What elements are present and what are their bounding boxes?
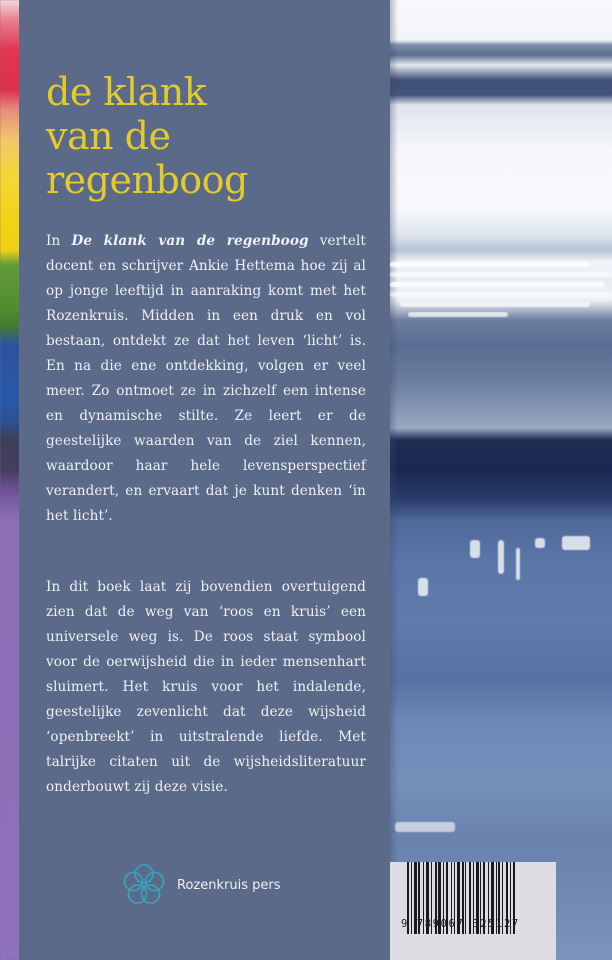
paint-fleck bbox=[498, 540, 504, 574]
rose-knot-logo-icon bbox=[121, 862, 167, 908]
isbn-barcode bbox=[390, 862, 556, 960]
paint-fleck bbox=[535, 538, 545, 548]
brush-streak bbox=[400, 302, 590, 307]
brush-streak bbox=[390, 292, 612, 297]
watercolor-artwork bbox=[390, 0, 612, 960]
title-line-1: de klank bbox=[46, 70, 207, 114]
paint-fleck bbox=[516, 548, 520, 580]
blurb-book-title-emphasis: De klank van de regenboog bbox=[71, 233, 309, 249]
isbn-number: 9 789067 325127 bbox=[401, 918, 520, 930]
book-title bbox=[46, 70, 248, 202]
title-line-2: van de bbox=[46, 114, 171, 158]
blurb-paragraph-2: In dit boek laat zij bovendien overtuigend zien dat de weg van ‘roos en kruis’ een universele weg is. De roos staat symbool voor de oerwijsheid die in ieder mensenhart sluimert. Het kruis voor het indalende, geestelijke zevenlicht dat deze wijsheid ‘openbreekt’ in uitstralende liefde. Met talrijke citaten uit de wijsheidsliteratuur onderbouwt zij deze visie. bbox=[46, 579, 366, 795]
brush-streak bbox=[390, 282, 605, 287]
blurb-paragraph-1 bbox=[46, 229, 366, 529]
blurb-body: vertelt docent en schrijver Ankie Hettema hoe zij al op jonge leeftijd in aanraking komt met het Rozenkruis. Midden in een druk en vol bestaan, ontdekt ze dat het leven ‘licht’ is. En na die ene ontdekking, volgen er veel meer. Zo ontmoet ze in zichzelf een intense en dynamische stilte. Ze leert er de geestelijke waarden van de ziel kennen, waardoor haar hele levensperspectief verandert, en ervaart dat je kunt denken ‘in het licht’. bbox=[46, 233, 366, 524]
paint-fleck bbox=[418, 578, 428, 596]
brush-streak bbox=[408, 312, 508, 317]
rainbow-watercolor-strip bbox=[0, 0, 20, 960]
blurb-lead: In bbox=[46, 233, 72, 249]
brush-streak bbox=[395, 822, 455, 832]
publisher-imprint bbox=[121, 862, 280, 908]
paint-fleck bbox=[470, 540, 480, 558]
title-line-3: regenboog bbox=[46, 158, 248, 202]
panel-edge-shadow bbox=[390, 0, 398, 960]
brush-streak bbox=[390, 272, 612, 277]
brush-streak bbox=[390, 262, 590, 267]
paint-fleck bbox=[562, 536, 590, 550]
publisher-name: Rozenkruis pers bbox=[177, 877, 281, 893]
